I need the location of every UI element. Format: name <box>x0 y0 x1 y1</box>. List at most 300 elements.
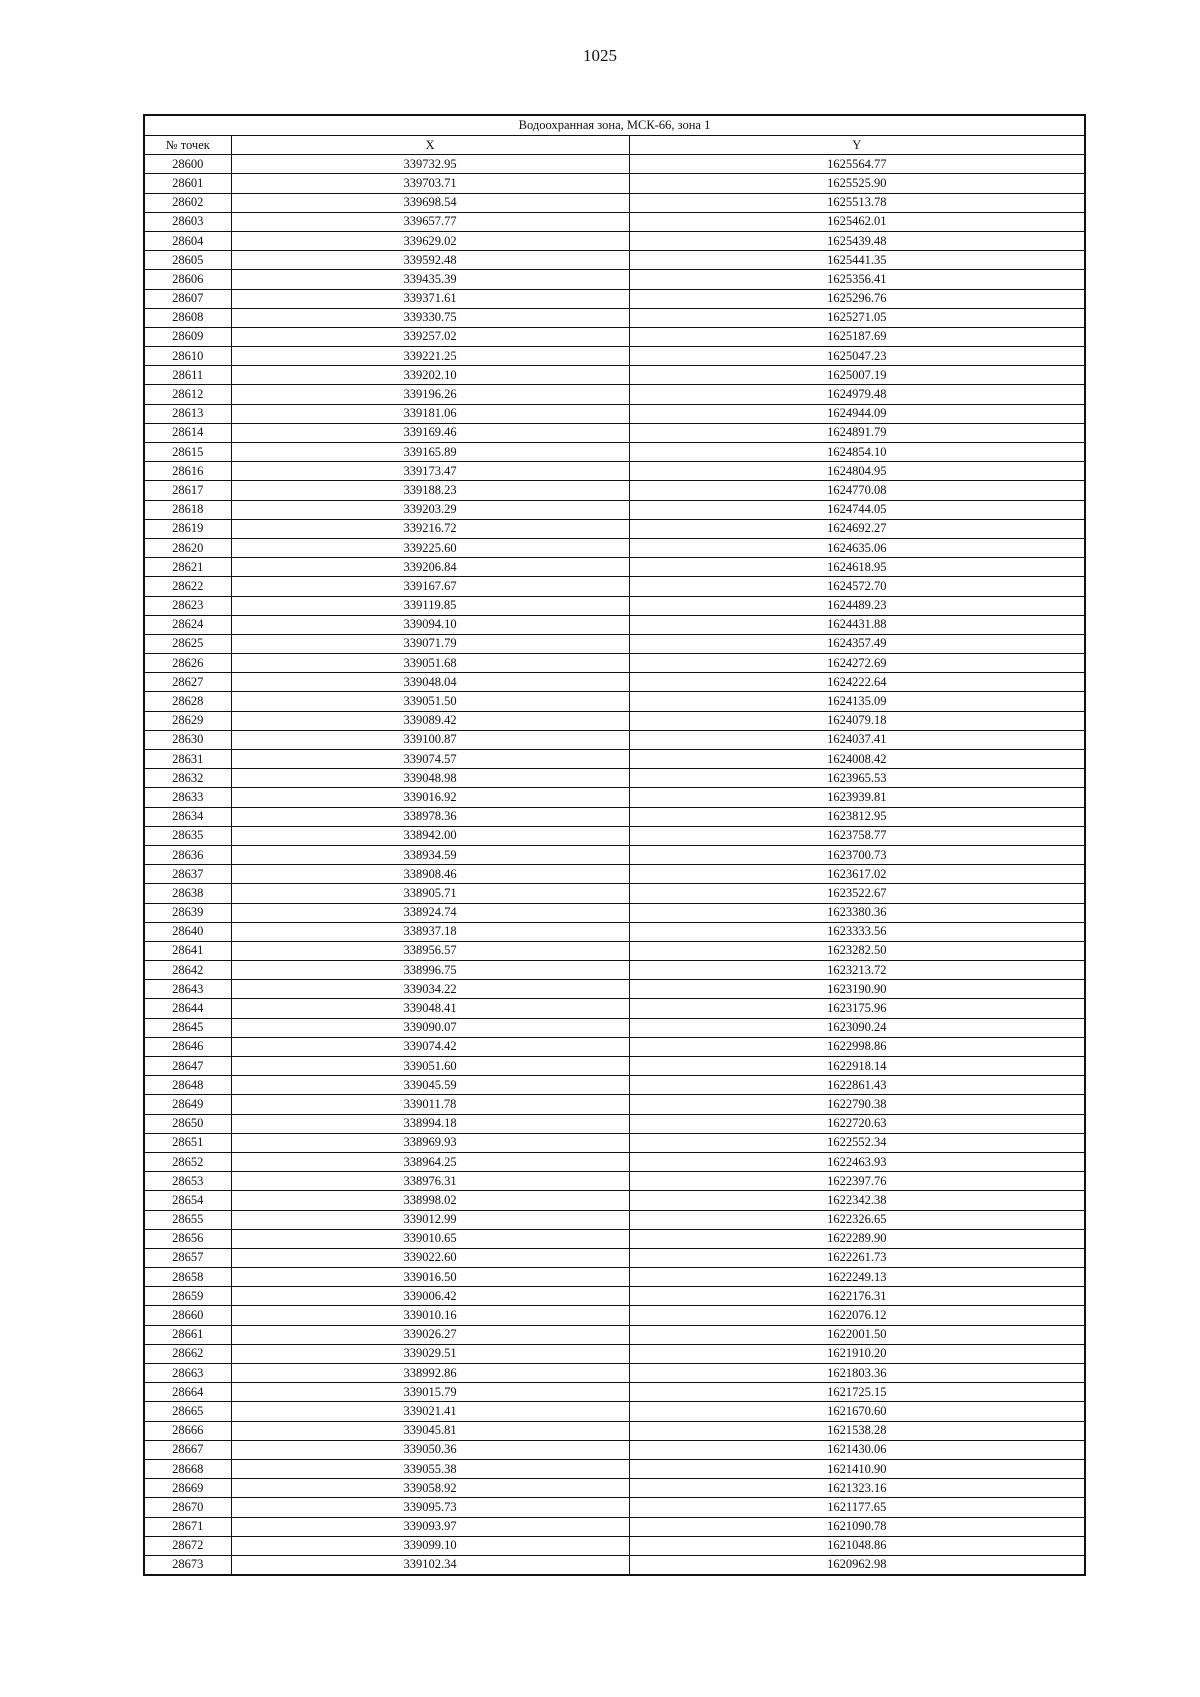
cell-point-number: 28669 <box>144 1479 231 1498</box>
cell-point-number: 28603 <box>144 212 231 231</box>
cell-x: 339167.67 <box>231 577 629 596</box>
table-row <box>144 634 1085 653</box>
table-row <box>144 1133 1085 1152</box>
coordinates-table <box>143 114 1086 1576</box>
table-row <box>144 1076 1085 1095</box>
cell-x: 339094.10 <box>231 615 629 634</box>
table-row <box>144 845 1085 864</box>
cell-point-number: 28626 <box>144 654 231 673</box>
table-row <box>144 1287 1085 1306</box>
cell-point-number: 28641 <box>144 941 231 960</box>
cell-point-number: 28632 <box>144 769 231 788</box>
cell-x: 339206.84 <box>231 558 629 577</box>
table-row <box>144 1383 1085 1402</box>
cell-y: 1622861.43 <box>629 1076 1085 1095</box>
cell-x: 339010.65 <box>231 1229 629 1248</box>
cell-x: 338994.18 <box>231 1114 629 1133</box>
cell-y: 1625441.35 <box>629 251 1085 270</box>
cell-y: 1623617.02 <box>629 865 1085 884</box>
table-row <box>144 615 1085 634</box>
cell-y: 1624692.27 <box>629 519 1085 538</box>
cell-y: 1624854.10 <box>629 443 1085 462</box>
cell-point-number: 28627 <box>144 673 231 692</box>
cell-y: 1622249.13 <box>629 1268 1085 1287</box>
cell-point-number: 28611 <box>144 366 231 385</box>
table-row <box>144 500 1085 519</box>
table-row <box>144 711 1085 730</box>
cell-y: 1623812.95 <box>629 807 1085 826</box>
cell-y: 1624037.41 <box>629 730 1085 749</box>
cell-x: 338998.02 <box>231 1191 629 1210</box>
cell-y: 1624272.69 <box>629 654 1085 673</box>
table-row <box>144 1344 1085 1363</box>
cell-x: 339330.75 <box>231 308 629 327</box>
cell-x: 339045.59 <box>231 1076 629 1095</box>
cell-x: 339051.50 <box>231 692 629 711</box>
cell-y: 1621430.06 <box>629 1440 1085 1459</box>
table-row <box>144 596 1085 615</box>
cell-y: 1625513.78 <box>629 193 1085 212</box>
cell-x: 339196.26 <box>231 385 629 404</box>
table-row <box>144 1191 1085 1210</box>
cell-x: 339657.77 <box>231 212 629 231</box>
cell-point-number: 28664 <box>144 1383 231 1402</box>
cell-point-number: 28644 <box>144 999 231 1018</box>
table-row <box>144 865 1085 884</box>
cell-x: 339010.16 <box>231 1306 629 1325</box>
cell-point-number: 28616 <box>144 462 231 481</box>
cell-y: 1621803.36 <box>629 1364 1085 1383</box>
table-row <box>144 404 1085 423</box>
cell-x: 339119.85 <box>231 596 629 615</box>
cell-point-number: 28668 <box>144 1459 231 1478</box>
cell-x: 338964.25 <box>231 1152 629 1171</box>
cell-x: 339021.41 <box>231 1402 629 1421</box>
cell-x: 339022.60 <box>231 1248 629 1267</box>
cell-point-number: 28621 <box>144 558 231 577</box>
cell-x: 339051.60 <box>231 1057 629 1076</box>
cell-point-number: 28655 <box>144 1210 231 1229</box>
cell-y: 1624079.18 <box>629 711 1085 730</box>
cell-point-number: 28638 <box>144 884 231 903</box>
cell-point-number: 28608 <box>144 308 231 327</box>
cell-point-number: 28662 <box>144 1344 231 1363</box>
cell-y: 1625462.01 <box>629 212 1085 231</box>
cell-y: 1624944.09 <box>629 404 1085 423</box>
cell-point-number: 28665 <box>144 1402 231 1421</box>
table-row <box>144 980 1085 999</box>
cell-point-number: 28661 <box>144 1325 231 1344</box>
cell-x: 339051.68 <box>231 654 629 673</box>
cell-point-number: 28653 <box>144 1172 231 1191</box>
cell-point-number: 28643 <box>144 980 231 999</box>
cell-x: 339202.10 <box>231 366 629 385</box>
cell-point-number: 28650 <box>144 1114 231 1133</box>
cell-x: 339592.48 <box>231 251 629 270</box>
cell-x: 339016.92 <box>231 788 629 807</box>
cell-x: 339058.92 <box>231 1479 629 1498</box>
table-row <box>144 423 1085 442</box>
cell-point-number: 28601 <box>144 174 231 193</box>
cell-x: 339034.22 <box>231 980 629 999</box>
table-row <box>144 1536 1085 1555</box>
cell-y: 1622720.63 <box>629 1114 1085 1133</box>
table-title-row <box>144 115 1085 136</box>
cell-x: 339089.42 <box>231 711 629 730</box>
cell-point-number: 28625 <box>144 634 231 653</box>
cell-x: 339100.87 <box>231 730 629 749</box>
column-header-x: X <box>231 136 629 155</box>
cell-point-number: 28648 <box>144 1076 231 1095</box>
cell-point-number: 28654 <box>144 1191 231 1210</box>
cell-y: 1625439.48 <box>629 231 1085 250</box>
cell-x: 339048.04 <box>231 673 629 692</box>
cell-y: 1621410.90 <box>629 1459 1085 1478</box>
cell-x: 339203.29 <box>231 500 629 519</box>
cell-y: 1623522.67 <box>629 884 1085 903</box>
table-row <box>144 673 1085 692</box>
cell-x: 339048.41 <box>231 999 629 1018</box>
table-row <box>144 1440 1085 1459</box>
cell-y: 1623190.90 <box>629 980 1085 999</box>
cell-x: 339016.50 <box>231 1268 629 1287</box>
cell-y: 1622289.90 <box>629 1229 1085 1248</box>
cell-x: 339095.73 <box>231 1498 629 1517</box>
cell-y: 1624431.88 <box>629 615 1085 634</box>
cell-y: 1624572.70 <box>629 577 1085 596</box>
table-row <box>144 941 1085 960</box>
table-row <box>144 308 1085 327</box>
cell-point-number: 28640 <box>144 922 231 941</box>
cell-point-number: 28649 <box>144 1095 231 1114</box>
table-row <box>144 1152 1085 1171</box>
cell-x: 338992.86 <box>231 1364 629 1383</box>
cell-x: 338908.46 <box>231 865 629 884</box>
cell-point-number: 28634 <box>144 807 231 826</box>
cell-y: 1621910.20 <box>629 1344 1085 1363</box>
cell-x: 339181.06 <box>231 404 629 423</box>
cell-point-number: 28660 <box>144 1306 231 1325</box>
table-row <box>144 730 1085 749</box>
cell-point-number: 28618 <box>144 500 231 519</box>
cell-point-number: 28620 <box>144 538 231 557</box>
cell-point-number: 28666 <box>144 1421 231 1440</box>
cell-point-number: 28629 <box>144 711 231 730</box>
cell-point-number: 28672 <box>144 1536 231 1555</box>
cell-y: 1623282.50 <box>629 941 1085 960</box>
cell-y: 1624618.95 <box>629 558 1085 577</box>
table-row <box>144 1479 1085 1498</box>
cell-x: 339055.38 <box>231 1459 629 1478</box>
cell-y: 1623965.53 <box>629 769 1085 788</box>
cell-y: 1623333.56 <box>629 922 1085 941</box>
cell-y: 1622397.76 <box>629 1172 1085 1191</box>
cell-x: 338924.74 <box>231 903 629 922</box>
cell-point-number: 28614 <box>144 423 231 442</box>
cell-x: 338969.93 <box>231 1133 629 1152</box>
table-row <box>144 692 1085 711</box>
cell-y: 1624770.08 <box>629 481 1085 500</box>
cell-x: 339090.07 <box>231 1018 629 1037</box>
cell-y: 1620962.98 <box>629 1555 1085 1575</box>
cell-y: 1623758.77 <box>629 826 1085 845</box>
table-row <box>144 1229 1085 1248</box>
cell-x: 338934.59 <box>231 845 629 864</box>
cell-point-number: 28646 <box>144 1037 231 1056</box>
column-header-y: Y <box>629 136 1085 155</box>
cell-x: 339015.79 <box>231 1383 629 1402</box>
table-row <box>144 270 1085 289</box>
cell-point-number: 28617 <box>144 481 231 500</box>
cell-point-number: 28656 <box>144 1229 231 1248</box>
table-row <box>144 174 1085 193</box>
cell-y: 1621538.28 <box>629 1421 1085 1440</box>
cell-x: 339216.72 <box>231 519 629 538</box>
cell-y: 1625271.05 <box>629 308 1085 327</box>
cell-y: 1622463.93 <box>629 1152 1085 1171</box>
cell-point-number: 28652 <box>144 1152 231 1171</box>
cell-point-number: 28619 <box>144 519 231 538</box>
table-row <box>144 347 1085 366</box>
table-row <box>144 577 1085 596</box>
cell-point-number: 28631 <box>144 750 231 769</box>
table-row <box>144 1018 1085 1037</box>
table-row <box>144 231 1085 250</box>
cell-point-number: 28607 <box>144 289 231 308</box>
cell-x: 338996.75 <box>231 961 629 980</box>
cell-point-number: 28630 <box>144 730 231 749</box>
cell-x: 339045.81 <box>231 1421 629 1440</box>
cell-y: 1625007.19 <box>629 366 1085 385</box>
cell-y: 1622176.31 <box>629 1287 1085 1306</box>
cell-y: 1621725.15 <box>629 1383 1085 1402</box>
table-row <box>144 922 1085 941</box>
cell-point-number: 28647 <box>144 1057 231 1076</box>
cell-y: 1622076.12 <box>629 1306 1085 1325</box>
cell-point-number: 28623 <box>144 596 231 615</box>
table-row <box>144 481 1085 500</box>
cell-x: 339099.10 <box>231 1536 629 1555</box>
cell-x: 339371.61 <box>231 289 629 308</box>
cell-y: 1625296.76 <box>629 289 1085 308</box>
cell-y: 1625356.41 <box>629 270 1085 289</box>
table-row <box>144 1037 1085 1056</box>
cell-y: 1622998.86 <box>629 1037 1085 1056</box>
table-row <box>144 1517 1085 1536</box>
cell-y: 1624635.06 <box>629 538 1085 557</box>
cell-point-number: 28624 <box>144 615 231 634</box>
table-row <box>144 1057 1085 1076</box>
cell-x: 339165.89 <box>231 443 629 462</box>
cell-x: 339225.60 <box>231 538 629 557</box>
cell-x: 339169.46 <box>231 423 629 442</box>
cell-x: 339074.57 <box>231 750 629 769</box>
table-row <box>144 1402 1085 1421</box>
cell-y: 1622790.38 <box>629 1095 1085 1114</box>
table-row <box>144 999 1085 1018</box>
cell-y: 1621177.65 <box>629 1498 1085 1517</box>
table-row <box>144 1210 1085 1229</box>
table-row <box>144 826 1085 845</box>
cell-y: 1621090.78 <box>629 1517 1085 1536</box>
cell-point-number: 28604 <box>144 231 231 250</box>
column-header-point-number: № точек <box>144 136 231 155</box>
table-row <box>144 462 1085 481</box>
cell-point-number: 28673 <box>144 1555 231 1575</box>
cell-point-number: 28612 <box>144 385 231 404</box>
cell-y: 1621323.16 <box>629 1479 1085 1498</box>
table-row <box>144 1172 1085 1191</box>
cell-y: 1621048.86 <box>629 1536 1085 1555</box>
cell-point-number: 28636 <box>144 845 231 864</box>
cell-x: 339435.39 <box>231 270 629 289</box>
cell-y: 1623700.73 <box>629 845 1085 864</box>
table-title: Водоохранная зона, МСК-66, зона 1 <box>144 115 1085 136</box>
page-number: 1025 <box>583 46 617 65</box>
table-row <box>144 385 1085 404</box>
table-row <box>144 1555 1085 1575</box>
cell-x: 339071.79 <box>231 634 629 653</box>
cell-x: 339050.36 <box>231 1440 629 1459</box>
cell-point-number: 28670 <box>144 1498 231 1517</box>
table-row <box>144 769 1085 788</box>
cell-x: 338978.36 <box>231 807 629 826</box>
cell-point-number: 28613 <box>144 404 231 423</box>
table-row <box>144 654 1085 673</box>
cell-point-number: 28600 <box>144 155 231 174</box>
cell-y: 1624979.48 <box>629 385 1085 404</box>
cell-x: 339074.42 <box>231 1037 629 1056</box>
cell-y: 1622326.65 <box>629 1210 1085 1229</box>
cell-x: 339011.78 <box>231 1095 629 1114</box>
cell-x: 339012.99 <box>231 1210 629 1229</box>
table-row <box>144 1248 1085 1267</box>
cell-y: 1623213.72 <box>629 961 1085 980</box>
table-row <box>144 884 1085 903</box>
cell-y: 1625564.77 <box>629 155 1085 174</box>
cell-y: 1623380.36 <box>629 903 1085 922</box>
cell-y: 1622552.34 <box>629 1133 1085 1152</box>
cell-y: 1625047.23 <box>629 347 1085 366</box>
cell-x: 339188.23 <box>231 481 629 500</box>
table-row <box>144 1459 1085 1478</box>
table-row <box>144 1114 1085 1133</box>
table-row <box>144 193 1085 212</box>
table-row <box>144 1364 1085 1383</box>
table-body <box>144 155 1085 1575</box>
cell-y: 1623939.81 <box>629 788 1085 807</box>
table-row <box>144 538 1085 557</box>
cell-x: 338976.31 <box>231 1172 629 1191</box>
table-row <box>144 558 1085 577</box>
cell-x: 339257.02 <box>231 327 629 346</box>
cell-y: 1624008.42 <box>629 750 1085 769</box>
cell-point-number: 28671 <box>144 1517 231 1536</box>
cell-y: 1624489.23 <box>629 596 1085 615</box>
cell-point-number: 28615 <box>144 443 231 462</box>
cell-point-number: 28645 <box>144 1018 231 1037</box>
table-row <box>144 1498 1085 1517</box>
cell-point-number: 28642 <box>144 961 231 980</box>
cell-y: 1622342.38 <box>629 1191 1085 1210</box>
cell-point-number: 28610 <box>144 347 231 366</box>
cell-point-number: 28605 <box>144 251 231 270</box>
table-row <box>144 289 1085 308</box>
table-row <box>144 750 1085 769</box>
cell-point-number: 28651 <box>144 1133 231 1152</box>
table-row <box>144 807 1085 826</box>
cell-point-number: 28667 <box>144 1440 231 1459</box>
cell-x: 339629.02 <box>231 231 629 250</box>
cell-y: 1623175.96 <box>629 999 1085 1018</box>
cell-y: 1624135.09 <box>629 692 1085 711</box>
cell-point-number: 28609 <box>144 327 231 346</box>
table-row <box>144 251 1085 270</box>
table-row <box>144 1325 1085 1344</box>
cell-x: 339006.42 <box>231 1287 629 1306</box>
table-row <box>144 1306 1085 1325</box>
cell-x: 338942.00 <box>231 826 629 845</box>
cell-y: 1622261.73 <box>629 1248 1085 1267</box>
table-row <box>144 519 1085 538</box>
cell-point-number: 28658 <box>144 1268 231 1287</box>
cell-point-number: 28633 <box>144 788 231 807</box>
table-row <box>144 961 1085 980</box>
cell-y: 1625187.69 <box>629 327 1085 346</box>
table-row <box>144 903 1085 922</box>
cell-y: 1621670.60 <box>629 1402 1085 1421</box>
table-header-row <box>144 136 1085 155</box>
cell-x: 338905.71 <box>231 884 629 903</box>
table-row <box>144 1421 1085 1440</box>
cell-x: 339732.95 <box>231 155 629 174</box>
cell-x: 339029.51 <box>231 1344 629 1363</box>
table-row <box>144 443 1085 462</box>
cell-y: 1622918.14 <box>629 1057 1085 1076</box>
cell-point-number: 28659 <box>144 1287 231 1306</box>
cell-x: 338956.57 <box>231 941 629 960</box>
cell-x: 339173.47 <box>231 462 629 481</box>
cell-x: 338937.18 <box>231 922 629 941</box>
cell-x: 339093.97 <box>231 1517 629 1536</box>
table-row <box>144 1095 1085 1114</box>
cell-point-number: 28602 <box>144 193 231 212</box>
cell-point-number: 28622 <box>144 577 231 596</box>
cell-point-number: 28606 <box>144 270 231 289</box>
cell-x: 339703.71 <box>231 174 629 193</box>
cell-y: 1624804.95 <box>629 462 1085 481</box>
cell-y: 1624891.79 <box>629 423 1085 442</box>
table-row <box>144 1268 1085 1287</box>
cell-point-number: 28637 <box>144 865 231 884</box>
cell-y: 1623090.24 <box>629 1018 1085 1037</box>
table-row <box>144 212 1085 231</box>
cell-point-number: 28663 <box>144 1364 231 1383</box>
cell-x: 339102.34 <box>231 1555 629 1575</box>
cell-y: 1625525.90 <box>629 174 1085 193</box>
cell-y: 1624222.64 <box>629 673 1085 692</box>
cell-point-number: 28635 <box>144 826 231 845</box>
cell-point-number: 28639 <box>144 903 231 922</box>
table-row <box>144 155 1085 174</box>
cell-point-number: 28657 <box>144 1248 231 1267</box>
cell-x: 339698.54 <box>231 193 629 212</box>
cell-y: 1624744.05 <box>629 500 1085 519</box>
cell-point-number: 28628 <box>144 692 231 711</box>
cell-y: 1622001.50 <box>629 1325 1085 1344</box>
table-row <box>144 327 1085 346</box>
cell-y: 1624357.49 <box>629 634 1085 653</box>
